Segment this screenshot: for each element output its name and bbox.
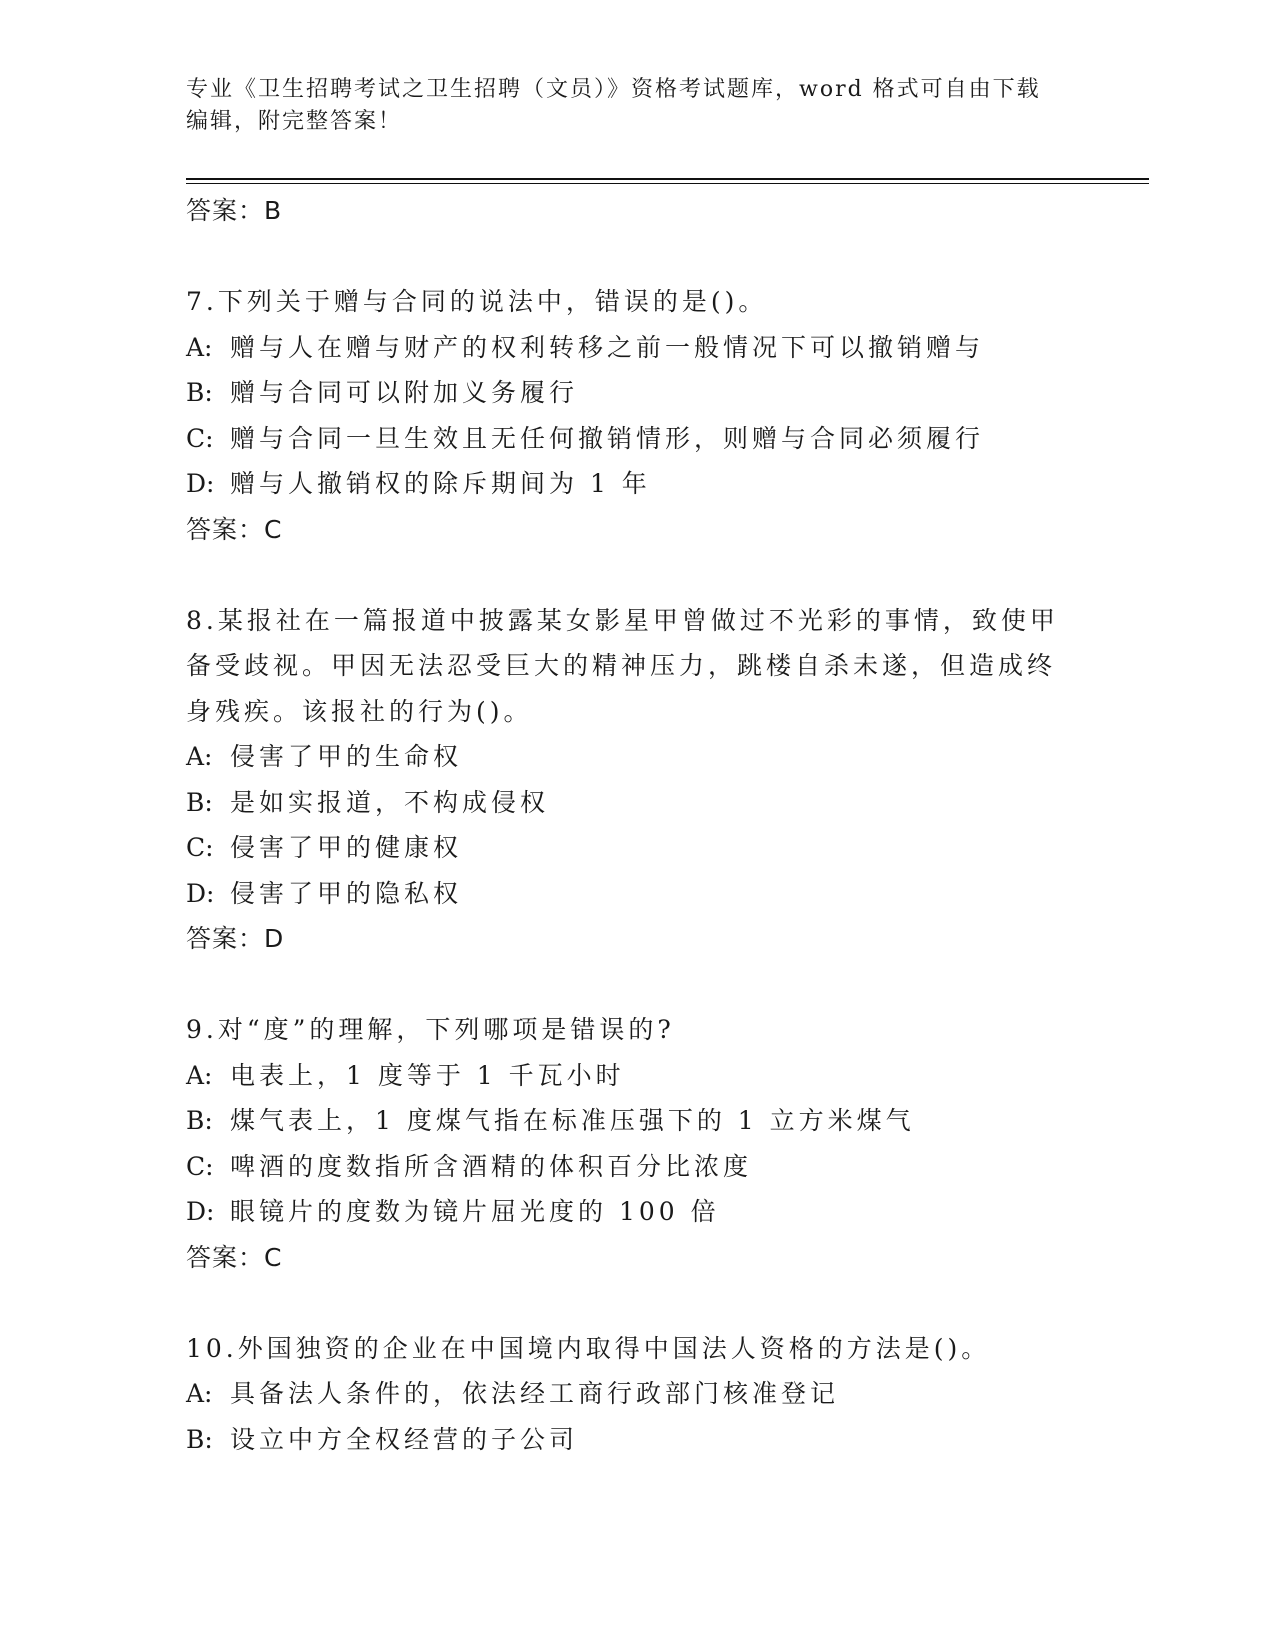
header-divider-thin <box>186 183 1149 184</box>
option-text: 设立中方全权经营的子公司 <box>230 1424 579 1454</box>
answer-line: 答案：C <box>186 514 283 544</box>
question-block-7 <box>186 279 1149 552</box>
option-b <box>186 1098 1149 1144</box>
option-label: B: <box>186 1106 213 1135</box>
option-text: 是如实报道，不构成侵权 <box>230 787 550 817</box>
option-c <box>186 1144 1149 1190</box>
header-divider-thick <box>186 178 1149 180</box>
spacer <box>186 234 1149 280</box>
option-text: 具备法人条件的，依法经工商行政部门核准登记 <box>230 1379 840 1408</box>
spacer <box>186 552 1149 598</box>
question-list <box>186 188 1149 1462</box>
option-b <box>186 370 1149 416</box>
option-text: 赠与合同一旦生效且无任何撤销情形，则赠与合同必须履行 <box>230 423 985 453</box>
option-label: B: <box>186 378 213 407</box>
option-label: B: <box>186 787 213 817</box>
question-block-10 <box>186 1326 1149 1463</box>
option-text: 侵害了甲的隐私权 <box>230 878 463 908</box>
question-text: 9.对“度”的理解，下列哪项是错误的? <box>186 1015 675 1044</box>
option-label: D: <box>186 878 215 908</box>
option-text: 赠与人在赠与财产的权利转移之前一般情况下可以撤销赠与 <box>230 332 985 362</box>
option-text: 眼镜片的度数为镜片屈光度的 100 倍 <box>230 1197 720 1226</box>
question-block-9 <box>186 1007 1149 1280</box>
option-label: C: <box>186 833 214 862</box>
option-text: 赠与人撤销权的除斥期间为 1 年 <box>230 469 651 498</box>
option-label: D: <box>186 1197 215 1226</box>
option-b <box>186 780 1149 826</box>
option-label: A: <box>186 332 213 362</box>
option-c <box>186 416 1149 462</box>
document-header <box>186 74 1066 138</box>
option-text: 煤气表上，1 度煤气指在标准压强下的 1 立方米煤气 <box>230 1106 915 1135</box>
option-label: A: <box>186 1379 213 1408</box>
option-label: D: <box>186 469 215 498</box>
answer-line: 答案：D <box>186 924 285 953</box>
option-b <box>186 1417 1149 1463</box>
option-text: 电表上，1 度等于 1 千瓦小时 <box>230 1060 625 1090</box>
question-text: 7.下列关于赠与合同的说法中，错误的是()。 <box>186 287 768 316</box>
question-text: 身残疾。该报社的行为()。 <box>186 696 533 726</box>
option-a <box>186 1053 1149 1099</box>
answer-line: 答案：B <box>186 196 283 225</box>
option-label: B: <box>186 1424 213 1454</box>
option-text: 侵害了甲的生命权 <box>230 742 463 771</box>
option-d <box>186 1189 1149 1235</box>
option-label: A: <box>186 742 213 771</box>
option-a <box>186 734 1149 780</box>
option-label: C: <box>186 1151 214 1181</box>
option-label: A: <box>186 1060 213 1090</box>
option-text: 赠与合同可以附加义务履行 <box>230 378 579 407</box>
question-text: 10.外国独资的企业在中国境内取得中国法人资格的方法是()。 <box>186 1333 991 1363</box>
option-text: 侵害了甲的健康权 <box>230 833 463 862</box>
spacer <box>186 1280 1149 1326</box>
option-text: 啤酒的度数指所含酒精的体积百分比浓度 <box>230 1151 753 1181</box>
option-label: C: <box>186 423 214 453</box>
option-c <box>186 825 1149 871</box>
question-text: 备受歧视。甲因无法忍受巨大的精神压力，跳楼自杀未遂，但造成终 <box>186 651 1057 680</box>
answer-line: 答案：C <box>186 1242 283 1272</box>
spacer <box>186 962 1149 1008</box>
header-line-2: 编辑，附完整答案！ <box>186 109 403 134</box>
option-a <box>186 325 1149 371</box>
option-d <box>186 871 1149 917</box>
question-text: 8.某报社在一篇报道中披露某女影星甲曾做过不光彩的事情，致使甲 <box>186 605 1059 635</box>
question-block-8 <box>186 598 1149 962</box>
header-line-1: 专业《卫生招聘考试之卫生招聘（文员）》资格考试题库，word 格式可自由下载 <box>186 77 1041 102</box>
option-a <box>186 1371 1149 1417</box>
option-d <box>186 461 1149 507</box>
